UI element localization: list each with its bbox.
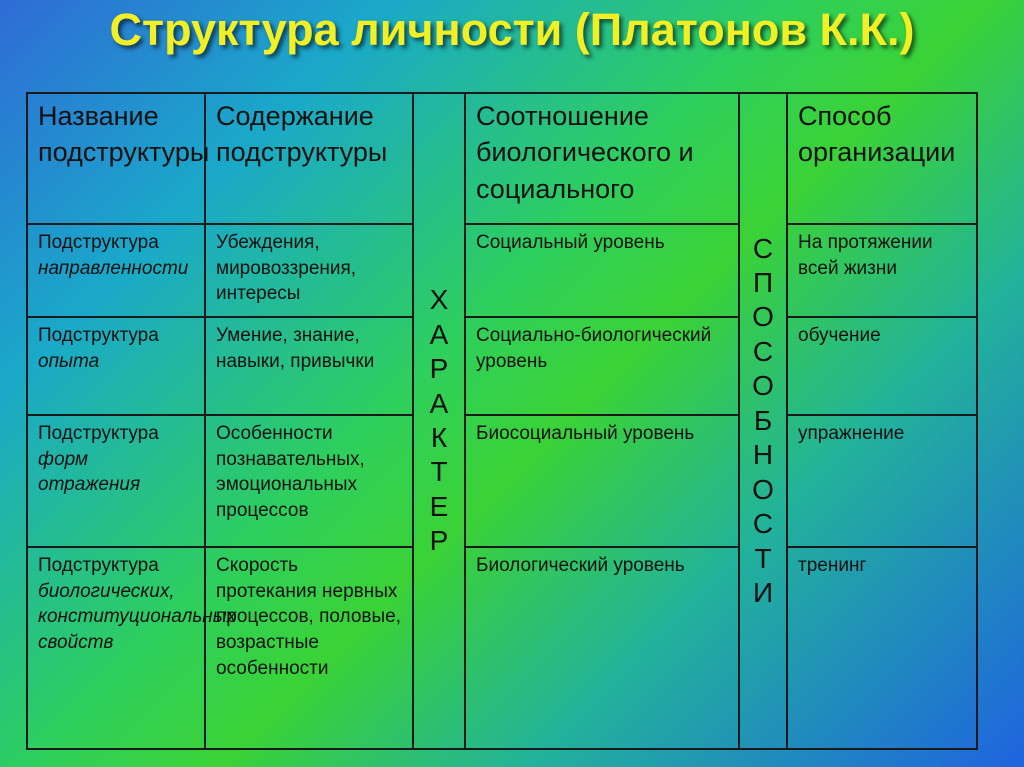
abilities-letter: П: [752, 267, 774, 299]
abilities-letter: И: [752, 576, 774, 608]
character-column: [413, 93, 465, 749]
abilities-letter: Б: [753, 404, 773, 436]
header-method: Способ организации: [787, 93, 977, 224]
row-content-cell: Особенности познавательных, эмоциональных процессов: [205, 415, 413, 547]
row-method-cell: обучение: [787, 317, 977, 415]
character-letter: А: [429, 318, 449, 350]
row-content-cell: Скорость протекания нервных процессов, половые, возрастные особенности: [205, 547, 413, 749]
abilities-letter: О: [752, 370, 774, 402]
row-name-prefix: Подструктура: [38, 232, 159, 253]
header-row: [27, 93, 977, 224]
row-name-prefix: Подструктура: [38, 555, 159, 576]
row-name-cell: [27, 224, 205, 317]
table-row: [27, 415, 977, 547]
row-content-cell: Убеждения, мировоззрения, интересы: [205, 224, 413, 317]
abilities-letter: Н: [752, 439, 774, 471]
table-row: [27, 547, 977, 749]
header-ratio: Соотношение биологического и социального: [465, 93, 739, 224]
character-letter: Е: [429, 490, 449, 522]
row-name-prefix: Подструктура: [38, 423, 159, 444]
row-ratio-cell: Биологический уровень: [465, 547, 739, 749]
abilities-letter: С: [752, 335, 774, 367]
row-name-italic: форм отражения: [38, 448, 141, 496]
row-method-cell: тренинг: [787, 547, 977, 749]
slide-title: Структура личности (Платонов К.К.): [109, 4, 915, 55]
character-letter: Р: [429, 353, 449, 385]
abilities-letter: Т: [754, 542, 772, 574]
abilities-column: [739, 93, 787, 749]
row-name-italic: направленности: [38, 257, 189, 279]
row-ratio-cell: Социальный уровень: [465, 224, 739, 317]
header-name: Название подструктуры: [27, 93, 205, 224]
row-ratio-cell: Биосоциальный уровень: [465, 415, 739, 547]
row-content-cell: Умение, знание, навыки, привычки: [205, 317, 413, 415]
abilities-letter: С: [752, 508, 774, 540]
row-name-prefix: Подструктура: [38, 325, 159, 346]
header-content: Содержание подструктуры: [205, 93, 413, 224]
table-row: [27, 317, 977, 415]
personality-structure-table: [26, 92, 978, 750]
row-name-cell: [27, 317, 205, 415]
character-letter: Х: [429, 284, 449, 316]
row-method-cell: упражнение: [787, 415, 977, 547]
character-letter: К: [430, 422, 448, 453]
character-letter: Р: [429, 525, 449, 557]
row-name-italic: опыта: [38, 350, 100, 372]
abilities-letter: С: [752, 232, 774, 264]
row-name-cell: [27, 547, 237, 749]
abilities-letter: О: [752, 473, 774, 505]
character-letter: А: [429, 387, 449, 419]
row-name-cell: [27, 415, 205, 547]
abilities-letter: О: [752, 301, 774, 333]
row-name-italic: биологических, конституциональных свойств: [38, 580, 237, 653]
row-method-cell: На протяжении всей жизни: [787, 224, 977, 317]
row-ratio-cell: Социально-биологический уровень: [465, 317, 739, 415]
table-row: [27, 224, 977, 317]
character-letter: Т: [430, 456, 448, 488]
